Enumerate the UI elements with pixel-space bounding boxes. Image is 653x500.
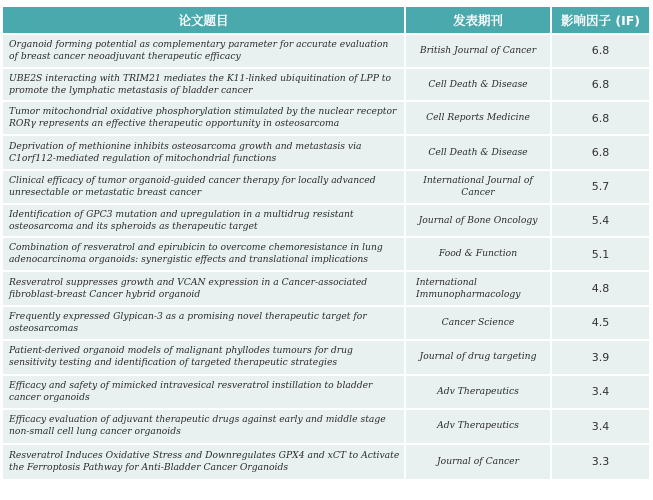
journal-cell: Journal of Cancer — [405, 444, 551, 479]
paper-title-cell: UBE2S interacting with TRIM21 mediates the K11-linked ubiquitination of LPP to promote the lymphatic metastasis of bladder cancer — [3, 68, 405, 102]
header-paper-title: 论文题目 — [3, 7, 405, 34]
publications-table — [3, 7, 649, 479]
impact-factor-cell: 3.4 — [551, 409, 649, 444]
paper-title-cell: Identification of GPC3 mutation and upregulation in a multidrug resistant osteosarcoma and its spheroids as therapeutic target — [3, 204, 405, 238]
impact-factor-cell: 4.5 — [551, 306, 649, 340]
impact-factor-cell: 3.3 — [551, 444, 649, 479]
impact-factor-cell: 3.9 — [551, 340, 649, 375]
table-row — [3, 375, 649, 409]
table-row — [3, 170, 649, 204]
paper-title-cell: Efficacy and safety of mimicked intravesical resveratrol instillation to bladder cancer organoids — [3, 375, 405, 409]
table-row — [3, 271, 649, 306]
paper-title-cell: Clinical efficacy of tumor organoid-guided cancer therapy for locally advanced unresectable or metastatic breast cancer — [3, 170, 405, 204]
journal-cell: Cell Death & Disease — [405, 68, 551, 102]
table-row — [3, 340, 649, 375]
header-impact-factor: 影响因子 (IF) — [551, 7, 649, 34]
journal-cell: Food & Function — [405, 237, 551, 271]
paper-title-cell: Tumor mitochondrial oxidative phosphorylation stimulated by the nuclear receptor RORγ represents an effective therapeutic opportunity in osteosarcoma — [3, 101, 405, 135]
table-row — [3, 237, 649, 271]
table-row — [3, 409, 649, 444]
table-row — [3, 444, 649, 479]
paper-title-cell: Resveratrol Induces Oxidative Stress and Downregulates GPX4 and xCT to Activate the Ferroptosis Pathway for Anti-Bladder Cancer Organoids — [3, 444, 405, 479]
table-row — [3, 34, 649, 68]
paper-title-cell: Frequently expressed Glypican-3 as a promising novel therapeutic target for osteosarcomas — [3, 306, 405, 340]
impact-factor-cell: 5.7 — [551, 170, 649, 204]
paper-title-cell: Combination of resveratrol and epirubicin to overcome chemoresistance in lung adenocarcinoma organoids: synergistic effects and translational implications — [3, 237, 405, 271]
journal-cell: Cell Death & Disease — [405, 135, 551, 170]
paper-title-cell: Efficacy evaluation of adjuvant therapeutic drugs against early and middle stage non-small cell lung cancer organoids — [3, 409, 405, 444]
impact-factor-cell: 5.4 — [551, 204, 649, 238]
table-body — [3, 34, 649, 479]
paper-title-cell: Resveratrol suppresses growth and VCAN expression in a Cancer-associated fibroblast-breast Cancer hybrid organoid — [3, 271, 405, 306]
impact-factor-cell: 3.4 — [551, 375, 649, 409]
header-row — [3, 7, 649, 34]
journal-cell: Adv Therapeutics — [405, 409, 551, 444]
impact-factor-cell: 6.8 — [551, 135, 649, 170]
table-row — [3, 306, 649, 340]
publications-table-container — [3, 7, 649, 479]
header-journal: 发表期刊 — [405, 7, 551, 34]
table-row — [3, 68, 649, 102]
journal-cell: Journal of drug targeting — [405, 340, 551, 375]
impact-factor-cell: 6.8 — [551, 34, 649, 68]
paper-title-cell: Patient-derived organoid models of malignant phyllodes tumours for drug sensitivity testing and identification of targeted therapeutic strategies — [3, 340, 405, 375]
journal-cell: Adv Therapeutics — [405, 375, 551, 409]
table-row — [3, 204, 649, 238]
journal-cell: International Journal of Cancer — [405, 170, 551, 204]
impact-factor-cell: 5.1 — [551, 237, 649, 271]
table-header — [3, 7, 649, 34]
table-row — [3, 135, 649, 170]
journal-cell: Journal of Bone Oncology — [405, 204, 551, 238]
journal-cell: British Journal of Cancer — [405, 34, 551, 68]
paper-title-cell: Organoid forming potential as complementary parameter for accurate evaluation of breast cancer neoadjuvant therapeutic efficacy — [3, 34, 405, 68]
journal-cell: Cancer Science — [405, 306, 551, 340]
impact-factor-cell: 6.8 — [551, 68, 649, 102]
impact-factor-cell: 4.8 — [551, 271, 649, 306]
journal-cell: International Immunopharmacology — [405, 271, 551, 306]
journal-cell: Cell Reports Medicine — [405, 101, 551, 135]
paper-title-cell: Deprivation of methionine inhibits osteosarcoma growth and metastasis via C1orf112-mediated regulation of mitochondrial functions — [3, 135, 405, 170]
table-row — [3, 101, 649, 135]
impact-factor-cell: 6.8 — [551, 101, 649, 135]
